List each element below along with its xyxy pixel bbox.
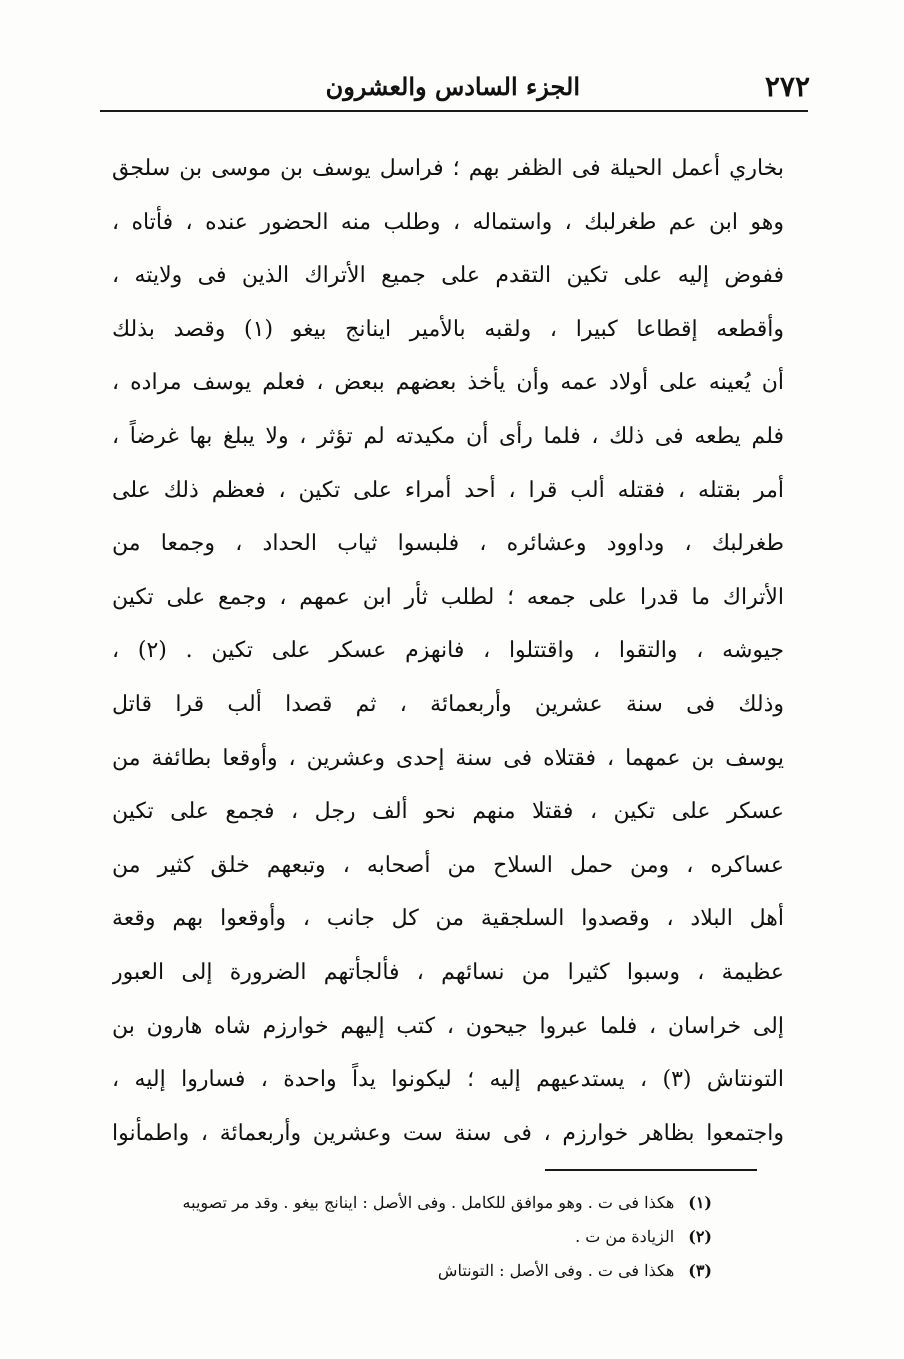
text-line: عظيمة ، وسبوا كثيرا من نسائهم ، فألجأتهم الضرورة إلى العبور [112,959,784,985]
footnote [100,1220,712,1254]
text-line: عساكره ، ومن حمل السلاح من أصحابه ، وتبعهم خلق كثير من [112,852,784,878]
main-text [112,142,784,1160]
footnotes [100,1186,712,1288]
text-line: واجتمعوا بظاهر خوارزم ، فى سنة ست وعشرين وأربعمائة ، واطمأنوا [112,1120,784,1146]
text-line: أن يُعينه على أولاد عمه وأن يأخذ بعضهم ببعض ، فعلم يوسف مراده ، [112,370,784,396]
text-line: جيوشه ، والتقوا ، واقتتلوا ، فانهزم عسكر على تكين . (٢) ، [112,638,784,664]
footnote-number: (٢) [688,1227,712,1246]
footnote [100,1186,712,1220]
footnote-text: الزيادة من ت . [575,1227,675,1246]
text-line: إلى خراسان ، فلما عبروا جيحون ، كتب إليهم خوارزم شاه هارون بن [112,1013,784,1039]
page-header [100,70,810,106]
footnote-text: هكذا فى ت . وهو موافق للكامل . وفى الأصل : اينانج بيغو . وقد مر تصويبه [182,1193,675,1212]
text-line: عسكر على تكين ، فقتلا منهم نحو ألف رجل ، فجمع على تكين [112,799,784,825]
header-rule [100,110,808,112]
text-line: وأقطعه إقطاعا كبيرا ، ولقبه بالأمير اينانج بيغو (١) وقصد بذلك [112,316,784,342]
text-line: ففوض إليه على تكين التقدم على جميع الأتراك الذين فى ولايته ، [112,263,784,289]
text-line: الأتراك ما قدرا على جمعه ؛ لطلب ثأر ابن عمهم ، وجمع على تكين [112,584,784,610]
text-line: وهو ابن عم طغرلبك ، واستماله ، وطلب منه الحضور عنده ، فأتاه ، [112,209,784,235]
footnote-text: هكذا فى ت . وفى الأصل : التونتاش [437,1261,675,1280]
footnote-rule [545,1169,757,1171]
running-title: الجزء السادس والعشرون [325,72,580,101]
text-line: أهل البلاد ، وقصدوا السلجقية من كل جانب ، وأوقعوا بهم وقعة [112,906,784,932]
footnote-number: (١) [688,1193,712,1212]
text-line: طغرلبك ، وداوود وعشائره ، فلبسوا ثياب الحداد ، وجمعا من [112,531,784,557]
text-line: أمر بقتله ، فقتله ألب قرا ، أحد أمراء على تكين ، فعظم ذلك على [112,477,784,503]
text-line: وذلك فى سنة عشرين وأربعمائة ، ثم قصدا ألب قرا قاتل [112,691,784,717]
text-line: التونتاش (٣) ، يستدعيهم إليه ؛ ليكونوا يداً واحدة ، فساروا إليه ، [112,1067,784,1093]
footnote [100,1254,712,1288]
text-line: يوسف بن عمهما ، فقتلاه فى سنة إحدى وعشرين ، وأوقعا بطائفة من [112,745,784,771]
text-line: فلم يطعه فى ذلك ، فلما رأى أن مكيدته لم تؤثر ، ولا يبلغ بها غرضاً ، [112,423,784,449]
page-number: ٢٧٢ [764,70,810,103]
text-line: بخاري أعمل الحيلة فى الظفر بهم ؛ فراسل يوسف بن موسى بن سلجق [112,156,784,181]
footnote-number: (٣) [688,1261,712,1280]
